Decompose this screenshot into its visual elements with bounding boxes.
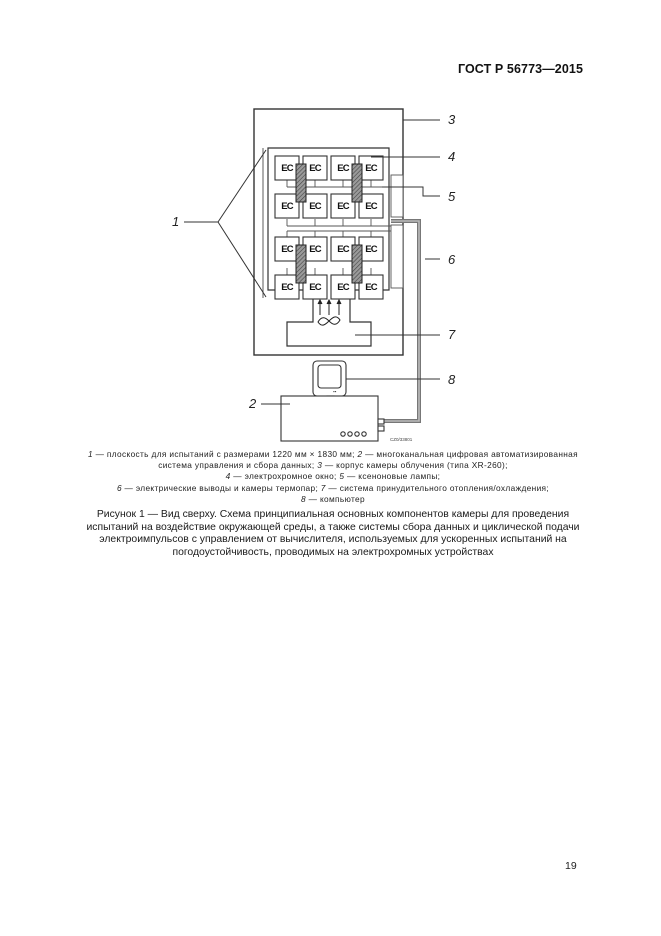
svg-text:EC: EC xyxy=(365,282,377,293)
svg-text:▪▪: ▪▪ xyxy=(333,389,337,394)
svg-text:EC: EC xyxy=(337,282,349,293)
svg-text:EC: EC xyxy=(337,244,349,255)
svg-text:EC: EC xyxy=(309,201,321,212)
figure-legend xyxy=(60,449,606,505)
svg-text:EC: EC xyxy=(281,163,293,174)
caption-line-2: испытаний на воздействие окружающей среды, а также системы сбора данных и циклической подачи xyxy=(86,521,580,533)
svg-text:EC: EC xyxy=(309,163,321,174)
fan-icon xyxy=(318,300,341,325)
computer-monitor xyxy=(313,361,346,398)
chamber-housing xyxy=(254,109,403,355)
data-acquisition-unit xyxy=(281,396,384,441)
callout-8: 8 xyxy=(448,372,456,387)
callout-2: 2 xyxy=(249,396,257,411)
legend-line-4: 6 — электрические выводы и камеры термопар; 7 — система принудительного отопления/охлаждения; xyxy=(116,482,550,493)
drawing-stamp: CZ0/33801 xyxy=(390,437,413,442)
caption-line-1: Рисунок 1 — Вид сверху. Схема принципиальная основных компонентов камеры для проведения xyxy=(96,509,570,520)
legend-line-2: система управления и сбора данных; 3 — корпус камеры облучения (типа XR-260); xyxy=(158,460,508,471)
figure-caption xyxy=(60,509,606,559)
svg-text:EC: EC xyxy=(281,201,293,212)
caption-line-3: электроимпульсов с управлением от вычислителя, используемых для ускоренных испытаний на xyxy=(99,534,567,546)
callout-4: 4 xyxy=(448,149,456,164)
xenon-lamps xyxy=(296,164,362,283)
ec-window-array xyxy=(275,156,395,299)
document-id: ГОСТ Р 56773—2015 xyxy=(457,62,583,76)
legend-line-1: 1 — плоскость для испытаний с размерами 1220 мм × 1830 мм; 2 — многоканальная цифровая автоматизированная xyxy=(87,449,578,459)
page-number: 19 xyxy=(565,860,577,872)
svg-text:EC: EC xyxy=(365,244,377,255)
callout-6: 6 xyxy=(448,252,456,267)
caption-line-4: погодоустойчивость, проводимых на электрохромных устройствах xyxy=(172,546,494,558)
svg-text:EC: EC xyxy=(365,163,377,174)
svg-text:EC: EC xyxy=(281,244,293,255)
svg-text:EC: EC xyxy=(309,282,321,293)
callout-5: 5 xyxy=(448,189,456,204)
callout-1: 1 xyxy=(172,214,180,229)
chamber-schematic-diagram xyxy=(0,0,661,450)
svg-text:EC: EC xyxy=(337,163,349,174)
svg-text:EC: EC xyxy=(309,244,321,255)
legend-line-3: 4 — электрохромное окно; 5 — ксеноновые лампы; xyxy=(225,471,441,482)
svg-text:EC: EC xyxy=(365,201,377,212)
legend-line-5: 8 — компьютер xyxy=(301,493,365,504)
svg-text:EC: EC xyxy=(337,201,349,212)
svg-text:EC: EC xyxy=(281,282,293,293)
callout-7: 7 xyxy=(448,327,456,342)
callout-3: 3 xyxy=(448,112,456,127)
